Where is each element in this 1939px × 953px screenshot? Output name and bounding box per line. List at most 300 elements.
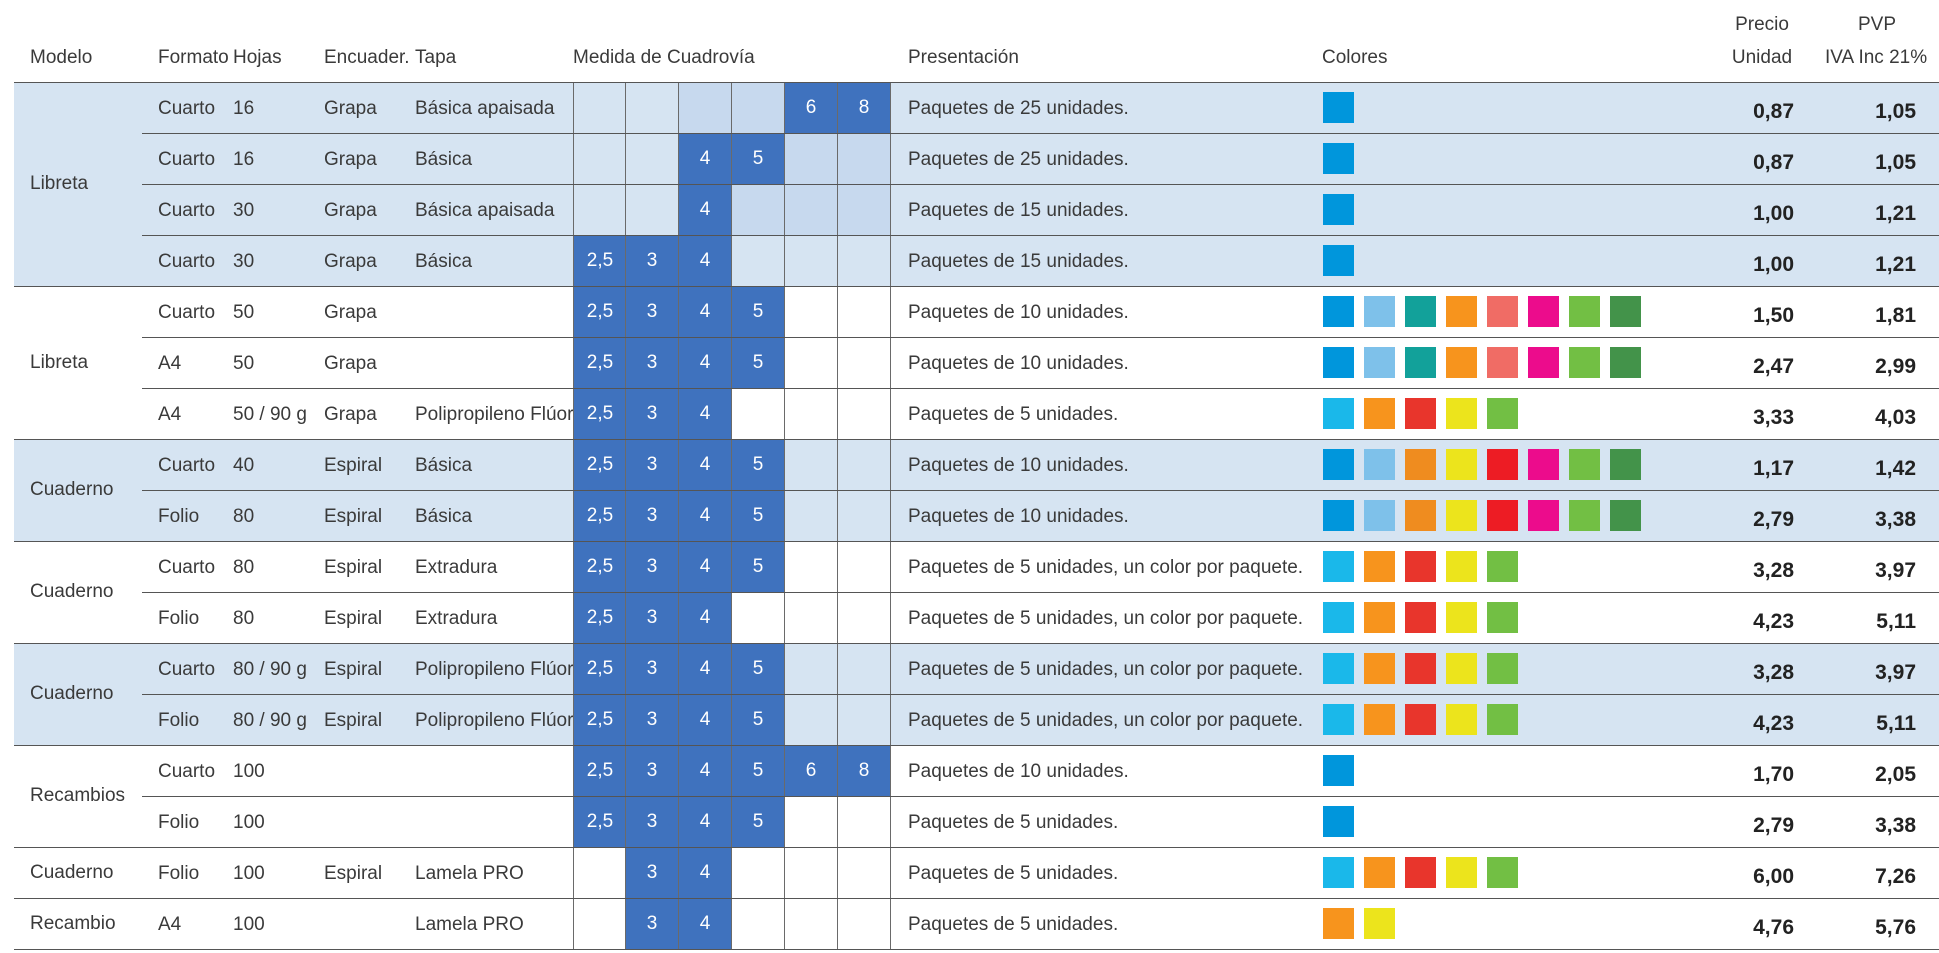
pvp-iva: 2,05 (1875, 763, 1916, 786)
grid-size-end (890, 899, 891, 949)
grid-size-end (890, 695, 891, 745)
grid-size-cell: 3 (625, 491, 678, 541)
presentacion-cell: Paquetes de 10 unidades. (908, 761, 1129, 782)
hojas-cell: 80 (233, 557, 255, 578)
encuader-cell: Espiral (324, 659, 383, 680)
color-swatch (1446, 500, 1477, 531)
color-swatch (1446, 602, 1477, 633)
presentacion-cell: Paquetes de 10 unidades. (908, 353, 1129, 374)
grid-size-cell: 3 (625, 287, 678, 337)
color-swatch (1323, 245, 1354, 276)
pvp-iva: 3,97 (1875, 661, 1916, 684)
grid-size-cell: 2,5 (573, 593, 626, 643)
grid-size-cell (837, 593, 890, 643)
model-label: Cuaderno (30, 479, 114, 500)
grid-size-cell: 5 (731, 746, 784, 796)
header-medida: Medida de Cuadrovía (573, 47, 755, 68)
color-swatch (1610, 500, 1641, 531)
color-swatch (1446, 347, 1477, 378)
color-swatch (1364, 857, 1395, 888)
grid-size-cell: 3 (625, 542, 678, 592)
grid-size-cell (784, 236, 837, 286)
grid-size-cell (573, 134, 626, 184)
pvp-iva: 1,81 (1875, 304, 1916, 327)
color-swatch (1323, 653, 1354, 684)
color-swatch (1487, 500, 1518, 531)
formato-cell: Folio (158, 608, 200, 629)
model-label: Recambios (30, 785, 126, 806)
presentacion-cell: Paquetes de 5 unidades, un color por paquete. (908, 608, 1304, 629)
hojas-cell: 80 / 90 g (233, 710, 307, 731)
formato-cell: Cuarto (158, 302, 216, 323)
tapa-cell: Básica (415, 251, 473, 272)
formato-cell: Folio (158, 506, 200, 527)
grid-size-cell (784, 644, 837, 694)
precio-unidad: 0,87 (1753, 151, 1794, 174)
grid-size-cell: 3 (625, 797, 678, 847)
formato-cell: Cuarto (158, 149, 216, 170)
pvp-iva: 4,03 (1875, 406, 1916, 429)
grid-size-cell: 4 (678, 542, 731, 592)
color-swatch (1405, 704, 1436, 735)
color-swatch (1364, 449, 1395, 480)
color-swatch (1487, 398, 1518, 429)
pvp-iva: 1,05 (1875, 100, 1916, 123)
tapa-cell: Básica (415, 149, 473, 170)
encuader-cell: Grapa (324, 404, 377, 425)
color-swatch (1364, 398, 1395, 429)
grid-size-cell: 5 (731, 644, 784, 694)
grid-size-cell (837, 134, 890, 184)
color-swatch (1528, 347, 1559, 378)
hojas-cell: 80 (233, 506, 255, 527)
tapa-cell: Lamela PRO (415, 863, 524, 884)
grid-size-cell (573, 899, 626, 949)
presentacion-cell: Paquetes de 25 unidades. (908, 98, 1129, 119)
color-swatch (1323, 602, 1354, 633)
color-swatch (1487, 449, 1518, 480)
color-swatch (1364, 347, 1395, 378)
grid-size-cell (784, 695, 837, 745)
grid-size-cell (573, 185, 626, 235)
model-label: Recambio (30, 913, 116, 934)
color-swatch (1569, 347, 1600, 378)
precio-unidad: 6,00 (1753, 865, 1794, 888)
color-swatch (1405, 449, 1436, 480)
tapa-cell: Polipropileno Flúor (415, 404, 574, 425)
formato-cell: A4 (158, 404, 182, 425)
color-swatch (1405, 398, 1436, 429)
grid-size-cell (837, 797, 890, 847)
color-swatch (1528, 449, 1559, 480)
grid-size-cell (731, 848, 784, 898)
presentacion-cell: Paquetes de 10 unidades. (908, 506, 1129, 527)
grid-size-cell: 2,5 (573, 338, 626, 388)
presentacion-cell: Paquetes de 10 unidades. (908, 302, 1129, 323)
grid-size-cell (784, 440, 837, 490)
grid-size-end (890, 797, 891, 847)
grid-size-cell: 4 (678, 389, 731, 439)
color-swatch (1405, 551, 1436, 582)
precio-unidad: 2,79 (1753, 508, 1794, 531)
pvp-iva: 5,11 (1876, 712, 1916, 735)
model-label: Libreta (30, 173, 89, 194)
formato-cell: Cuarto (158, 557, 216, 578)
grid-size-cell (837, 899, 890, 949)
precio-unidad: 1,00 (1753, 253, 1794, 276)
header-pvp-line1: PVP (1857, 14, 1897, 35)
pvp-iva: 1,21 (1875, 202, 1916, 225)
pvp-iva: 1,42 (1875, 457, 1916, 480)
grid-size-cell: 3 (625, 389, 678, 439)
grid-size-cell (784, 185, 837, 235)
presentacion-cell: Paquetes de 5 unidades, un color por paquete. (908, 557, 1304, 578)
color-swatch (1323, 296, 1354, 327)
color-swatch (1323, 347, 1354, 378)
grid-size-cell: 3 (625, 746, 678, 796)
color-swatch (1446, 296, 1477, 327)
grid-size-cell: 2,5 (573, 440, 626, 490)
formato-cell: Cuarto (158, 455, 216, 476)
grid-size-cell (784, 389, 837, 439)
header-encuader: Encuader. (324, 47, 410, 68)
color-swatch (1528, 296, 1559, 327)
grid-size-cell: 3 (625, 695, 678, 745)
color-swatch (1569, 296, 1600, 327)
color-swatch (1364, 908, 1395, 939)
color-swatch (1487, 551, 1518, 582)
presentacion-cell: Paquetes de 5 unidades. (908, 812, 1119, 833)
color-swatch (1323, 755, 1354, 786)
hojas-cell: 100 (233, 914, 265, 935)
model-label: Libreta (30, 352, 89, 373)
tapa-cell: Polipropileno Flúor (415, 710, 574, 731)
color-swatch (1323, 194, 1354, 225)
header-tapa: Tapa (415, 47, 457, 68)
grid-size-cell (784, 134, 837, 184)
grid-size-end (890, 848, 891, 898)
formato-cell: Cuarto (158, 761, 216, 782)
encuader-cell: Espiral (324, 455, 383, 476)
grid-size-cell (731, 185, 784, 235)
precio-unidad: 2,47 (1753, 355, 1794, 378)
color-swatch (1323, 551, 1354, 582)
color-swatch (1405, 296, 1436, 327)
color-swatch (1405, 653, 1436, 684)
grid-size-cell: 2,5 (573, 491, 626, 541)
color-swatch (1528, 500, 1559, 531)
pvp-iva: 5,11 (1876, 610, 1916, 633)
hojas-cell: 100 (233, 812, 265, 833)
grid-size-cell (837, 338, 890, 388)
grid-size-cell: 4 (678, 338, 731, 388)
grid-size-end (890, 746, 891, 796)
grid-size-cell (837, 848, 890, 898)
grid-size-cell: 3 (625, 899, 678, 949)
color-swatch (1323, 143, 1354, 174)
header-precio-line2: Unidad (1731, 47, 1793, 68)
grid-size-cell: 4 (678, 593, 731, 643)
color-swatch (1364, 296, 1395, 327)
model-label: Cuaderno (30, 862, 114, 883)
grid-size-cell (837, 644, 890, 694)
color-swatch (1323, 92, 1354, 123)
color-swatch (1323, 500, 1354, 531)
grid-size-cell: 5 (731, 134, 784, 184)
tapa-cell: Extradura (415, 557, 498, 578)
grid-size-cell (784, 899, 837, 949)
color-swatch (1405, 347, 1436, 378)
color-swatch (1323, 704, 1354, 735)
encuader-cell: Espiral (324, 506, 383, 527)
precio-unidad: 3,28 (1753, 559, 1794, 582)
grid-size-cell: 4 (678, 134, 731, 184)
pvp-iva: 3,97 (1875, 559, 1916, 582)
grid-size-end (890, 83, 891, 133)
precio-unidad: 1,70 (1753, 763, 1794, 786)
grid-size-cell (837, 185, 890, 235)
grid-size-cell: 2,5 (573, 797, 626, 847)
color-swatch (1323, 449, 1354, 480)
grid-size-cell (784, 338, 837, 388)
precio-unidad: 3,28 (1753, 661, 1794, 684)
precio-unidad: 1,00 (1753, 202, 1794, 225)
formato-cell: Cuarto (158, 98, 216, 119)
grid-size-cell (573, 83, 626, 133)
color-swatch (1569, 500, 1600, 531)
color-swatch (1610, 296, 1641, 327)
presentacion-cell: Paquetes de 5 unidades, un color por paquete. (908, 710, 1304, 731)
grid-size-cell (837, 695, 890, 745)
grid-size-end (890, 644, 891, 694)
grid-size-cell: 4 (678, 236, 731, 286)
grid-size-cell: 2,5 (573, 542, 626, 592)
color-swatch (1323, 857, 1354, 888)
formato-cell: A4 (158, 914, 182, 935)
tapa-cell: Polipropileno Flúor (415, 659, 574, 680)
grid-size-cell: 2,5 (573, 746, 626, 796)
encuader-cell: Grapa (324, 200, 377, 221)
header-colores: Colores (1322, 47, 1388, 68)
tapa-cell: Básica (415, 455, 473, 476)
grid-size-cell: 5 (731, 338, 784, 388)
grid-size-cell: 4 (678, 287, 731, 337)
pvp-iva: 7,26 (1875, 865, 1916, 888)
precio-unidad: 1,50 (1753, 304, 1794, 327)
grid-size-cell (784, 542, 837, 592)
hojas-cell: 30 (233, 251, 255, 272)
encuader-cell: Grapa (324, 149, 377, 170)
grid-size-cell (625, 83, 678, 133)
precio-unidad: 4,23 (1753, 610, 1794, 633)
formato-cell: Folio (158, 863, 200, 884)
hojas-cell: 50 / 90 g (233, 404, 307, 425)
grid-size-cell (784, 593, 837, 643)
encuader-cell: Grapa (324, 302, 377, 323)
grid-size-cell (837, 236, 890, 286)
grid-size-cell: 2,5 (573, 287, 626, 337)
hojas-cell: 50 (233, 302, 255, 323)
grid-size-cell: 5 (731, 797, 784, 847)
hojas-cell: 16 (233, 149, 255, 170)
hojas-cell: 50 (233, 353, 255, 374)
grid-size-cell (731, 389, 784, 439)
encuader-cell: Espiral (324, 608, 383, 629)
hojas-cell: 80 (233, 608, 255, 629)
formato-cell: Folio (158, 710, 200, 731)
header-formato: Formato (158, 47, 229, 68)
grid-size-cell (731, 593, 784, 643)
color-swatch (1487, 347, 1518, 378)
grid-size-cell (625, 134, 678, 184)
color-swatch (1446, 857, 1477, 888)
pvp-iva: 3,38 (1875, 814, 1916, 837)
precio-unidad: 0,87 (1753, 100, 1794, 123)
grid-size-cell: 4 (678, 848, 731, 898)
color-swatch (1487, 602, 1518, 633)
hojas-cell: 100 (233, 863, 265, 884)
grid-size-cell (678, 83, 731, 133)
grid-size-cell: 2,5 (573, 695, 626, 745)
grid-size-end (890, 287, 891, 337)
price-table (14, 0, 1939, 939)
encuader-cell: Grapa (324, 98, 377, 119)
presentacion-cell: Paquetes de 10 unidades. (908, 455, 1129, 476)
precio-unidad: 2,79 (1753, 814, 1794, 837)
grid-size-end (890, 542, 891, 592)
grid-size-cell (784, 797, 837, 847)
grid-size-cell (573, 848, 626, 898)
grid-size-cell: 6 (784, 746, 837, 796)
tapa-cell: Lamela PRO (415, 914, 524, 935)
color-swatch (1364, 653, 1395, 684)
grid-size-cell: 3 (625, 848, 678, 898)
color-swatch (1323, 908, 1354, 939)
grid-size-cell: 8 (837, 83, 890, 133)
grid-size-cell (837, 440, 890, 490)
grid-size-cell (784, 491, 837, 541)
encuader-cell: Espiral (324, 863, 383, 884)
grid-size-cell: 8 (837, 746, 890, 796)
model-label: Cuaderno (30, 581, 114, 602)
presentacion-cell: Paquetes de 25 unidades. (908, 149, 1129, 170)
hojas-cell: 30 (233, 200, 255, 221)
grid-size-cell: 5 (731, 542, 784, 592)
grid-size-cell: 5 (731, 695, 784, 745)
presentacion-cell: Paquetes de 15 unidades. (908, 200, 1129, 221)
grid-size-cell: 2,5 (573, 644, 626, 694)
grid-size-cell: 3 (625, 644, 678, 694)
grid-size-cell (837, 491, 890, 541)
pvp-iva: 2,99 (1875, 355, 1916, 378)
grid-size-end (890, 236, 891, 286)
presentacion-cell: Paquetes de 5 unidades. (908, 863, 1119, 884)
grid-size-cell: 4 (678, 899, 731, 949)
grid-size-cell: 4 (678, 491, 731, 541)
header-presentacion: Presentación (908, 47, 1019, 68)
grid-size-cell: 5 (731, 440, 784, 490)
header-hojas: Hojas (233, 47, 282, 68)
color-swatch (1323, 806, 1354, 837)
color-swatch (1446, 653, 1477, 684)
formato-cell: Cuarto (158, 659, 216, 680)
pvp-iva: 1,05 (1875, 151, 1916, 174)
encuader-cell: Espiral (324, 557, 383, 578)
precio-unidad: 4,23 (1753, 712, 1794, 735)
grid-size-cell: 6 (784, 83, 837, 133)
model-label: Cuaderno (30, 683, 114, 704)
grid-size-cell: 4 (678, 185, 731, 235)
precio-unidad: 3,33 (1753, 406, 1794, 429)
color-swatch (1569, 449, 1600, 480)
formato-cell: Folio (158, 812, 200, 833)
presentacion-cell: Paquetes de 5 unidades. (908, 914, 1119, 935)
tapa-cell: Básica (415, 506, 473, 527)
color-swatch (1446, 449, 1477, 480)
pvp-iva: 5,76 (1875, 916, 1916, 939)
color-swatch (1364, 551, 1395, 582)
grid-size-cell (784, 287, 837, 337)
grid-size-cell: 2,5 (573, 389, 626, 439)
hojas-cell: 16 (233, 98, 255, 119)
grid-size-end (890, 389, 891, 439)
grid-size-cell (784, 848, 837, 898)
hojas-cell: 100 (233, 761, 265, 782)
color-swatch (1610, 347, 1641, 378)
grid-size-cell: 4 (678, 440, 731, 490)
hojas-cell: 80 / 90 g (233, 659, 307, 680)
color-swatch (1364, 704, 1395, 735)
grid-size-cell: 4 (678, 695, 731, 745)
header-pvp-line2: IVA Inc 21% (1825, 47, 1928, 68)
grid-size-end (890, 338, 891, 388)
tapa-cell: Básica apaisada (415, 200, 555, 221)
tapa-cell: Básica apaisada (415, 98, 555, 119)
hojas-cell: 40 (233, 455, 255, 476)
tapa-cell: Extradura (415, 608, 498, 629)
grid-size-cell: 5 (731, 491, 784, 541)
header-precio-line1: Precio (1735, 14, 1789, 35)
pvp-iva: 3,38 (1875, 508, 1916, 531)
color-swatch (1487, 857, 1518, 888)
presentacion-cell: Paquetes de 5 unidades, un color por paquete. (908, 659, 1304, 680)
color-swatch (1364, 500, 1395, 531)
grid-size-end (890, 185, 891, 235)
grid-size-cell: 3 (625, 593, 678, 643)
presentacion-cell: Paquetes de 5 unidades. (908, 404, 1119, 425)
encuader-cell: Espiral (324, 710, 383, 731)
grid-size-end (890, 593, 891, 643)
color-swatch (1405, 602, 1436, 633)
formato-cell: Cuarto (158, 251, 216, 272)
color-swatch (1323, 398, 1354, 429)
precio-unidad: 1,17 (1753, 457, 1794, 480)
grid-size-cell (837, 287, 890, 337)
color-swatch (1487, 653, 1518, 684)
grid-size-cell: 4 (678, 797, 731, 847)
color-swatch (1364, 602, 1395, 633)
grid-size-cell: 3 (625, 236, 678, 286)
color-swatch (1487, 704, 1518, 735)
grid-size-cell (837, 542, 890, 592)
grid-size-cell (731, 899, 784, 949)
color-swatch (1405, 857, 1436, 888)
precio-unidad: 4,76 (1753, 916, 1794, 939)
grid-size-cell (731, 83, 784, 133)
color-swatch (1446, 398, 1477, 429)
grid-size-cell: 4 (678, 644, 731, 694)
presentacion-cell: Paquetes de 15 unidades. (908, 251, 1129, 272)
